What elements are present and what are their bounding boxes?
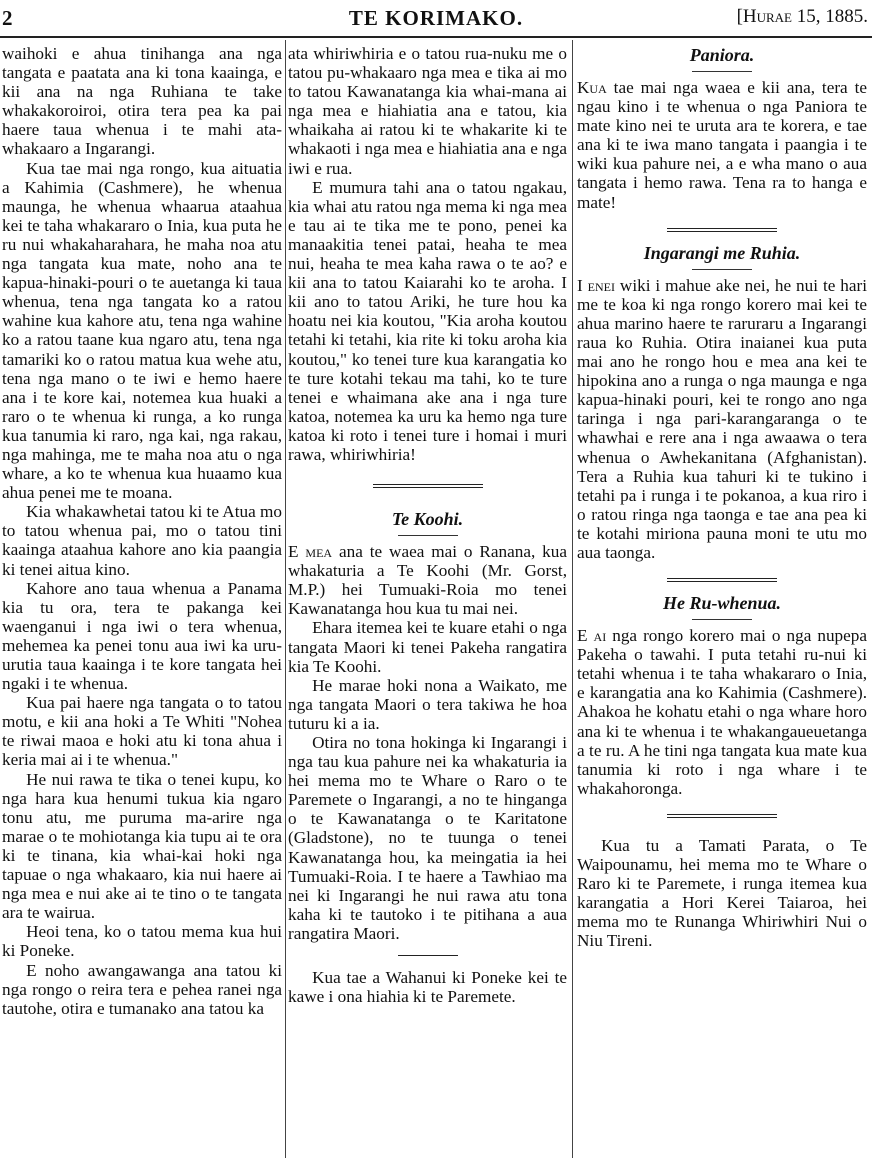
heading-rule [398,535,458,536]
paragraph: E noho awangawanga ana tatou ki nga rongo o reira tera e pehea ranei nga tautohe, otira e tumanako ana tatou ka [2,960,282,1018]
paragraph: ata whiriwhiria e o tatou rua-nuku me o tatou pu-whakaaro nga mea e tika ai mo to tatou Kawanatanga kia whai-mana ai nga mea e hiahiatia ana e tatou, kia whaikaha ai ratou ki te whakarite ki te whakaoti i nga mea e hiahiatia ana e nga iwi e rua. [288,44,567,178]
lead-word: E mea [288,542,333,562]
paragraph: Kua tae mai nga rongo, kua aituatia a Kahimia (Cashmere), he whenua maunga, he whenua whaarua ataahua kei te taha whakararo o Inia, kua puta he ru nui whakaharahara, he maha noa atu nga tangata kua mate, noho ana te kapua-hinaki-pouri o te auetanga ki taua whenua, tena nga tangata ko a ratou wahine kua kahore atu, tena nga wahine ko a ratou taane kua ngaro atu, tena nga tamariki ko o ratou matua kua wehe atu, tena nga mano o te iwi e hemo haere ana i te kore kai, notemea kua huaki a raro o te whenua ki runga, a ko runga kua tanumia ki raro, nga kai, nga rakau, nga mahinga, me te maha noa atu o nga whare, a ko te whenua kua huaamo kua ahua penei me te moana. [2,158,282,503]
section-separator [398,955,458,956]
page-number: 2 [2,6,13,30]
paragraph: Kua pai haere nga tangata o to tatou motu, e kii ana hoki a Te Whiti "Nohea te riwai maoa e hoki atu ki tona ahua i keria mai ai i te whenua." [2,693,282,770]
column-divider [572,40,573,1158]
heading-rule [692,71,752,72]
paragraph: tae mai nga waea e kii ana, tera te ngau kino i te whenua o nga Paniora te mate kino nei te uruta ara te korera, e tae ana ki te iwa mano tangata i paangia i te wiki kua pahure nei, a e wha mano o aua tangata i hemo rawa. Tena ra to hanga e mate! [577,78,867,212]
paragraph: E mumura tahi ana o tatou ngakau, kia whai atu ratou nga mema ki nga mea e tau ai te tika me te pono, penei ka manaakitia tenei patai, heaha te mea nui, heaha te mea kaha rawa o te ao? e kii ana to tatou Kaiarahi ko te aroha. I kii ano to tatou Ariki, he ture hou ka hoatu nei kia koutou, "Kia aroha koutou tetahi ki tetahi, kia rite ki toku aroha kia koutou," ko tenei ture kua karangatia ko te ture kotahi tekau ma tahi, ko te ture tenei e whaimana ake ana i nga ture katoa, notemea ka uru ka hemo nga ture katoa ki roto i tenei ture i homai i muri rawa, whiriwhiria! [288,177,567,464]
paragraph: Heoi tena, ko o tatou mema kua hui ki Poneke. [2,922,282,961]
section-separator [667,814,777,818]
paragraph: wiki i mahue ake nei, he nui te hari me te koa ki nga rongo korero mai kei te ahua marino haere te raruraru a Ingarangi raua ko Ruhia. Otira inaianei kua puta mai ano he rongo hou e mea ana kei te hipokina ano a runga o nga maunga e nga kapua-hinaki pouri, kei te rongo ano nga taringa i nga pari-karangaranga o te whawhai e rere ana i nga awaawa o tera whenua o Awhekanitana (Afghanistan). Tera a Ruhia kua tahuri ki te tukino i tetahi pa i runga i te pokanoa, a kua riro i o ratou ringa nga taonga e tae ana pea ki te kotahi miriona pauna moni te utu mo aua taonga. [577,275,867,562]
section-heading: Paniora. [689,45,755,65]
paragraph: waihoki e ahua tinihanga ana nga tangata e paatata ana ki tona kaainga, e kii ana na nga Ruhiana te take whakakoroiroi, otira tera pea ka pai haere taua whenua i te mahi ata-whakaaro a Ingarangi. [2,44,282,159]
issue-date: [Hurae 15, 1885. [736,6,868,27]
page-header [0,0,872,34]
section-separator [667,578,777,582]
paragraph: Kua tu a Tamati Parata, o Te Waipounamu, hei mema mo te Whare o Raro ki te Paremete, i runga itemea kua karangatia a Hori Kerei Taiaroa, hei mema mo te Runanga Whiriwhiri Nui o Niu Tireni. [577,835,867,951]
section-heading: He Ru-whenua. [662,593,782,614]
column-1 [2,44,282,1018]
paragraph: Kua tae a Wahanui ki Poneke kei te kawe i ona hiahia ki te Paremete. [288,968,567,1007]
section-separator [667,228,777,232]
header-rule [0,36,872,38]
heading-rule [692,619,752,620]
paragraph: Kia whakawhetai tatou ki te Atua mo to tatou whenua pai, mo o tatou tini kaainga ataahua kahore ano kia paangia ki tenei aitua kino. [2,502,282,579]
section-heading: Te Koohi. [391,509,464,530]
paragraph: nga rongo korero mai o nga nupepa Pakeha o tawahi. I puta tetahi ru-nui ki tetahi whenua i te taha whakararo o Inia, e karangatia ana ko Kahimia (Cashmere). Ahakoa he kohatu etahi o nga whare horo ana ki te whenua i te whakangaueuetanga a te ru. A he tini nga tangata kua mate kua tanumia ki roto i nga whare i te whakahoronga. [577,626,867,798]
newspaper-title: TE KORIMAKO. [348,6,524,30]
lead-word: Kua [577,78,607,97]
paragraph: Ehara itemea kei te kuare etahi o nga tangata Maori ki tenei Pakeha rangatira kia Te Koohi. [288,618,567,676]
paragraph: He nui rawa te tika o tenei kupu, ko nga hara kua henumi tukua kia ngaro tonu atu, me puruma ma-arire nga marae o te mohiotanga kia tupu ai te ora ki te tinana, kia whai-kai hoki nga tapuae o nga whakaaro, kia nui haere ai nga mea e nui ake ai te tino o te tangata ara te wairua. [2,769,282,923]
column-3 [577,44,867,950]
lead-word: E ai [577,626,607,646]
lead-word: I enei [577,275,615,295]
section-separator [373,484,483,488]
section-heading: Ingarangi me Ruhia. [643,242,801,263]
heading-rule [692,269,752,270]
column-2 [288,44,567,1006]
column-divider [285,40,286,1158]
paragraph: Kahore ano taua whenua a Panama kia tu ora, tera te pakanga kei waenganui i nga iwi o tera whenua, mehemea ka penei tonu aua iwi ka uru-urutia taua kaainga i te kore tangata hei ngaki i te whenua. [2,578,282,694]
paragraph: ana te waea mai o Ranana, kua whakaturia a Te Koohi (Mr. Gorst, M.P.) hei Tumuaki-Roia mo tenei Kawanatanga hou kua tu mai nei. [288,542,567,619]
paragraph: He marae hoki nona a Waikato, me nga tangata Maori o tera takiwa he hoa tuturu ki a ia. [288,675,567,733]
paragraph: Otira no tona hokinga ki Ingarangi i nga tau kua pahure nei ka whakaturia ia hei mema mo te Whare o Raro o te Paremete o Ingarangi, a no te hinganga o te Kawanatanga o te Karitatone (Gladstone), no te tuunga o tenei Kawanatanga hou, ka meingatia ia hei Tumuaki-Roia. I te haere a Tawhiao ma nei ki Ingarangi he nui rawa atu tona kaha ki te tautoko i te pitihana a aua rangatira Maori. [288,733,567,943]
